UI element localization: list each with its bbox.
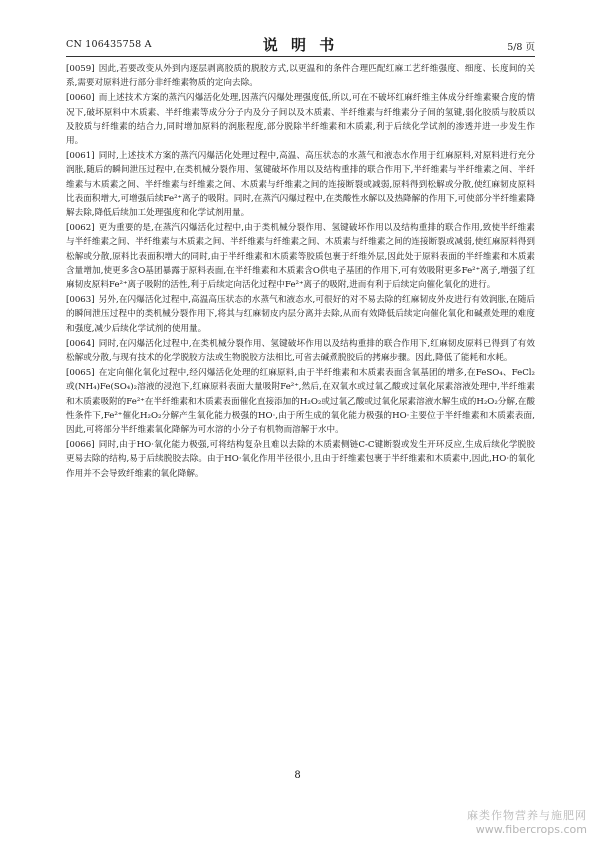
paragraph-text: 因此,若要改变从外到内逐层剥离胶质的脱胶方式,以更温和的条件合理匹配红麻工艺纤维强度、细度、长度间的关系,需要对原料进行部分非纤维素物质的定向去除。 — [66, 64, 535, 89]
paragraph-0062 — [66, 221, 535, 292]
paragraph-text: 同时,上述技术方案的蒸汽闪爆活化处理过程中,高温、高压状态的水蒸气和液态水作用于红麻原料,对原料进行充分润胀,随后的瞬间泄压过程中,在类机械分裂作用、氢键破坏作用以及结构重排的联合作用下,半纤维素与半纤维素之间、半纤维素与木质素之间、半纤维素与纤维素之间、木质素与纤维素之间的连接断裂或减弱,原料得到松解或分散,使红麻韧皮原料比表面积增大,可增强后续Fe²⁺离子的吸附。同时,在蒸汽闪爆过程中,在类酸性水解以及热降解的作用下,可使部分半纤维素降解去除,降低后续加工处理强度和化学试剂用量。 — [66, 151, 535, 219]
document-body — [66, 62, 535, 482]
site-watermark — [467, 807, 587, 836]
paragraph-number: [0062] — [66, 223, 95, 234]
paragraph-0066 — [66, 438, 535, 481]
page-header — [66, 34, 535, 54]
publication-number: CN 106435758 A — [66, 39, 152, 50]
paragraph-0060 — [66, 91, 535, 148]
paragraph-number: [0061] — [66, 151, 95, 162]
paragraph-text: 而上述技术方案的蒸汽闪爆活化处理,因蒸汽闪爆处理强度低,所以,可在不破坏红麻纤维主体成分纤维素聚合度的情况下,破坏原料中木质素、半纤维素等成分分子内及分子间以及木质素、半纤维素与纤维素分子间的氢键,弱化胶质与胶质以及胶质与纤维素的结合力,同时增加原料的润胀程度,部分脱除半纤维素和木质素,利于后续化学试剂的渗透并进一步发生作用。 — [66, 93, 535, 147]
paragraph-text: 更为重要的是,在蒸汽闪爆活化过程中,由于类机械分裂作用、氢键破坏作用以及结构重排的联合作用,致使半纤维素与半纤维素之间、半纤维素与木质素之间、半纤维素与纤维素之间、木质素与纤维素之间的连接断裂或减弱,使红麻原料得到松解或分散,原料比表面积增大的同时,由于半纤维素和木质素等胶质包裹于纤维外层,因此处于原料表面的半纤维素和木质素含量增加,使更多含O基团暴露于原料表面,在半纤维素和木质素含O供电子基团的作用下,可有效吸附更多Fe²⁺离子,增强了红麻韧皮原料Fe²⁺离子吸附的活性,利于后续定向活化过程中Fe²⁺离子的吸附,进而有利于后续定向催化氧化的进行。 — [66, 223, 535, 291]
paragraph-number: [0060] — [66, 93, 95, 104]
document-title: 说 明 书 — [262, 36, 339, 54]
paragraph-0064 — [66, 337, 535, 365]
paragraph-number: [0063] — [66, 295, 95, 306]
paragraph-0063 — [66, 293, 535, 336]
page-number: 8 — [294, 770, 301, 781]
paragraph-text: 另外,在闪爆活化过程中,高温高压状态的水蒸气和液态水,可很好的对不易去除的红麻韧皮外皮进行有效润胀,在随后的瞬间泄压过程中的类机械分裂作用下,将其与红麻韧皮内层分离并去除,从而有效降低后续定向催化氧化和碱煮处理的难度和强度,减少后续化学试剂的使用量。 — [66, 295, 535, 334]
paragraph-text: 同时,由于HO·氧化能力极强,可将结构复杂且难以去除的木质素侧链C-C键断裂或发生开环反应,生成后续化学脱胶更易去除的结构,易于后续脱胶去除。由于HO·氧化作用半径很小,且由于纤维素包裹于半纤维素和木质素中,因此,HO·的氧化作用并不会导致纤维素的氧化降解。 — [66, 440, 535, 479]
watermark-site-url: www.fibercrops.com — [475, 823, 587, 836]
paragraph-0065 — [66, 366, 535, 437]
watermark-site-name: 麻类作物营养与施肥网 — [467, 809, 587, 822]
paragraph-0059 — [66, 62, 535, 90]
paragraph-text: 在定向催化氧化过程中,经闪爆活化处理的红麻原料,由于半纤维素和木质素表面含氧基团的增多,在FeSO₄、FeCl₂或(NH₄)Fe(SO₄)₂溶液的浸泡下,红麻原料表面大量吸附Fe²⁺,然后,在双氧水或过氧乙酸或过氧化尿素溶液处理中,半纤维素和木质素吸附的Fe²⁺在半纤维素和木质素表面催化直接添加的H₂O₂或过氧乙酸或过氧化尿素溶液水解生成的H₂O₂分解,在酸性条件下,Fe²⁺催化H₂O₂分解产生氧化能力极强的HO·,由于所生成的氧化能力极强的HO·主要位于半纤维素和木质素表面,因此,可将部分半纤维素氧化降解为可水溶的小分子有机物而溶解于水中。 — [66, 368, 535, 436]
paragraph-0061 — [66, 149, 535, 220]
paragraph-number: [0066] — [66, 440, 95, 451]
header-rule — [66, 56, 535, 57]
page-fraction: 5/8 页 — [507, 42, 535, 53]
paragraph-text: 同时,在闪爆活化过程中,在类机械分裂作用、氢键破坏作用以及结构重排的联合作用下,红麻韧皮原料已得到了有效松解或分散,与现有技术的化学脱胶方法或生物脱胶方法相比,可省去碱煮脱胶后的拷麻步骤。因此,降低了能耗和水耗。 — [66, 338, 535, 364]
paragraph-number: [0059] — [66, 64, 95, 74]
paragraph-number: [0064] — [66, 338, 95, 349]
paragraph-number: [0065] — [66, 368, 95, 379]
